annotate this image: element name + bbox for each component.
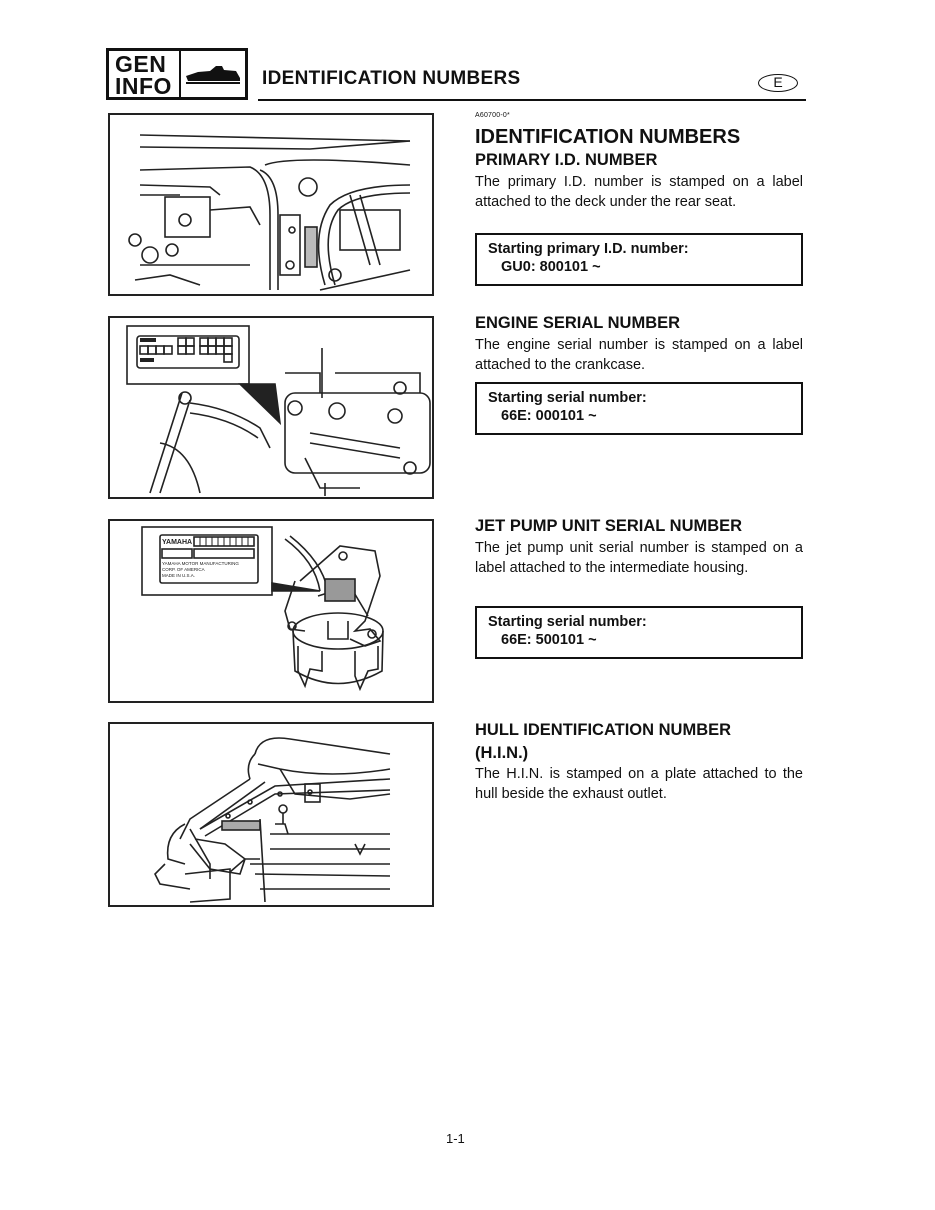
header-title: IDENTIFICATION NUMBERS <box>262 68 521 89</box>
section-body-hull-id: The H.I.N. is stamped on a plate attached to the hull beside the exhaust outlet. <box>475 766 803 802</box>
spec-value: 66E: 000101 ~ <box>501 408 597 424</box>
spec-value: 66E: 500101 ~ <box>501 632 597 648</box>
figure-primary-id-location <box>108 113 434 296</box>
section-tag <box>106 48 248 100</box>
spec-box-primary-id <box>475 233 803 286</box>
svg-text:YAMAHA MOTOR MANUFACTURING: YAMAHA MOTOR MANUFACTURING <box>162 561 239 566</box>
section-body-engine-serial: The engine serial number is stamped on a label attached to the crankcase. <box>475 337 803 373</box>
section-heading-hull-id: HULL IDENTIFICATION NUMBER (H.I.N.) <box>475 721 732 762</box>
svg-text:MADE IN U.S.A.: MADE IN U.S.A. <box>162 573 196 578</box>
spec-box-jet-pump-serial <box>475 606 803 659</box>
figure-hull-id-plate-location <box>108 722 434 907</box>
section-body-primary-id: The primary I.D. number is stamped on a label attached to the deck under the rear seat. <box>475 174 803 210</box>
section-tag-line2: INFO <box>115 73 172 99</box>
section-heading-jet-pump-serial: JET PUMP UNIT SERIAL NUMBER <box>475 517 743 535</box>
language-badge: E <box>758 74 798 92</box>
section-body-jet-pump-serial: The jet pump unit serial number is stamped on a label attached to the intermediate housing. <box>475 540 803 576</box>
spec-value: GU0: 800101 ~ <box>501 259 601 275</box>
section-tag-line1: GEN <box>115 51 167 77</box>
figure-engine-serial-location <box>108 316 434 499</box>
page-number: 1-1 <box>446 1131 465 1146</box>
svg-text:YAMAHA: YAMAHA <box>162 539 193 546</box>
section-tag-text <box>109 51 181 97</box>
main-title: IDENTIFICATION NUMBERS <box>475 126 741 148</box>
spec-box-engine-serial <box>475 382 803 435</box>
spec-label: Starting primary I.D. number: <box>488 241 689 257</box>
document-code: A60700-0* <box>475 112 510 119</box>
spec-label: Starting serial number: <box>488 390 647 406</box>
figure-jet-pump-serial-location <box>108 519 434 703</box>
watercraft-icon <box>181 51 245 97</box>
svg-text:CORP. OF AMERICA: CORP. OF AMERICA <box>162 567 205 572</box>
spec-label: Starting serial number: <box>488 614 647 630</box>
header-divider <box>258 99 806 101</box>
section-heading-engine-serial: ENGINE SERIAL NUMBER <box>475 314 681 332</box>
section-heading-primary-id: PRIMARY I.D. NUMBER <box>475 151 658 169</box>
